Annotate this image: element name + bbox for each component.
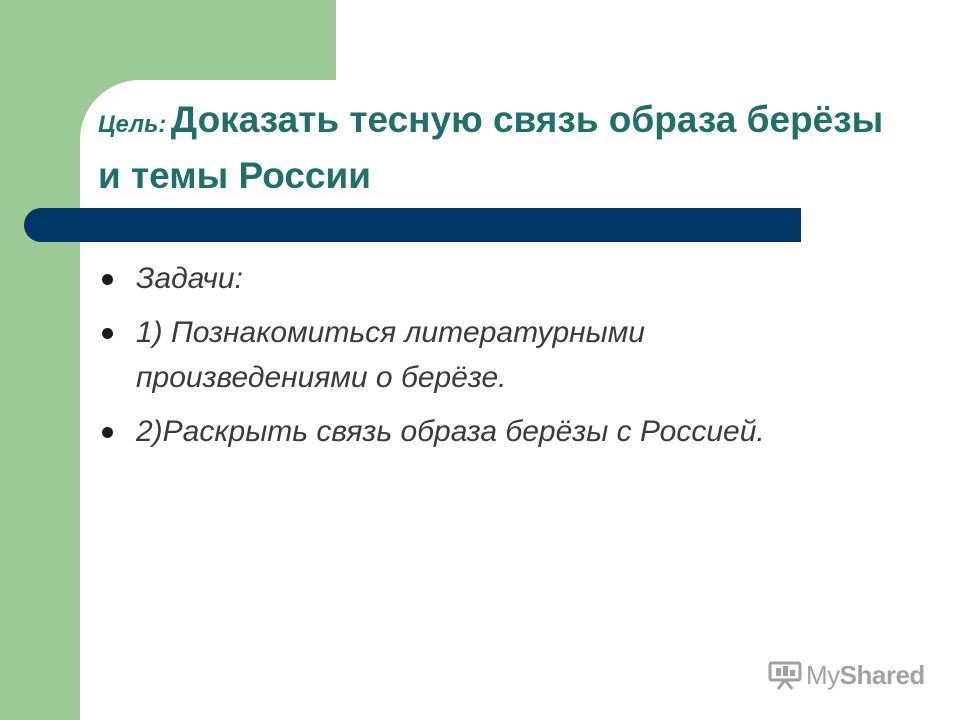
slide-title <box>98 96 898 208</box>
bullet-dot-icon <box>102 427 113 438</box>
projector-screen-icon <box>768 660 802 690</box>
watermark-text-bold: Shared <box>839 659 925 690</box>
bullet-item <box>98 310 858 400</box>
bullet-item <box>98 409 858 454</box>
divider-bar <box>24 208 801 242</box>
title-label: Цель: <box>98 111 167 138</box>
watermark-logo <box>768 658 925 692</box>
bullet-list <box>98 256 858 463</box>
watermark-text <box>806 660 925 691</box>
bullet-text: 2)Раскрыть связь образа берёзы с Россией. <box>136 415 765 448</box>
bullet-dot-icon <box>102 274 113 285</box>
bullet-text: Задачи: <box>136 262 243 295</box>
watermark-text-light: My <box>806 659 840 690</box>
bullet-item <box>98 256 858 301</box>
title-text: Доказать тесную связь образа берёзы и темы России <box>98 99 884 196</box>
bullet-text: 1) Познакомиться литературными произведениями о берёзе. <box>136 316 645 394</box>
bullet-dot-icon <box>102 328 113 339</box>
